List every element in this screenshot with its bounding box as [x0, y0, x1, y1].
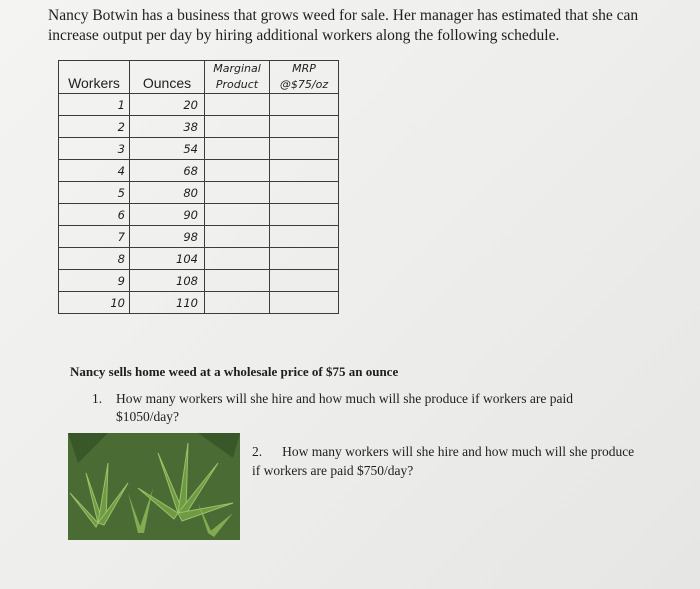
mrp-cell [270, 292, 339, 314]
mrp-cell [270, 138, 339, 160]
marginal-product-cell [205, 94, 270, 116]
ounces-cell: 110 [130, 292, 205, 314]
header-mrp [270, 61, 339, 94]
workers-cell: 1 [59, 94, 130, 116]
marginal-product-cell [205, 226, 270, 248]
mrp-cell [270, 182, 339, 204]
marginal-product-cell [205, 160, 270, 182]
mrp-cell [270, 160, 339, 182]
ounces-cell: 20 [130, 94, 205, 116]
workers-cell: 2 [59, 116, 130, 138]
ounces-cell: 98 [130, 226, 205, 248]
header-mrp-line1: MRP [292, 62, 316, 75]
table-row [59, 204, 339, 226]
marginal-product-cell [205, 182, 270, 204]
table-row [59, 270, 339, 292]
workers-cell: 7 [59, 226, 130, 248]
ounces-cell: 90 [130, 204, 205, 226]
mrp-cell [270, 270, 339, 292]
marginal-product-cell [205, 138, 270, 160]
workers-cell: 9 [59, 270, 130, 292]
ounces-cell: 108 [130, 270, 205, 292]
header-marginal-product [205, 61, 270, 94]
header-marginal-line2: Product [215, 78, 259, 91]
table-row [59, 248, 339, 270]
marginal-product-cell [205, 270, 270, 292]
workers-cell: 3 [59, 138, 130, 160]
header-marginal-line1: Marginal [213, 62, 261, 75]
workers-cell: 8 [59, 248, 130, 270]
question-2 [252, 442, 642, 480]
ounces-cell: 104 [130, 248, 205, 270]
question-1-number: 1. [92, 391, 103, 406]
table-row [59, 226, 339, 248]
workers-cell: 10 [59, 292, 130, 314]
header-ounces: Ounces [130, 61, 205, 94]
mrp-cell [270, 94, 339, 116]
question-2-number: 2. [252, 444, 263, 459]
workers-cell: 6 [59, 204, 130, 226]
table-row [59, 138, 339, 160]
ounces-cell: 68 [130, 160, 205, 182]
table-row [59, 94, 339, 116]
table-row [59, 160, 339, 182]
mrp-cell [270, 204, 339, 226]
ounces-cell: 38 [130, 116, 205, 138]
marginal-product-cell [205, 116, 270, 138]
mrp-cell [270, 116, 339, 138]
intro-paragraph: Nancy Botwin has a business that grows weed for sale. Her manager has estimated that she can increase output per day by hiring additional workers along the following schedule. [48, 7, 639, 44]
table-row [59, 116, 339, 138]
cannabis-leaves-photo [68, 433, 240, 540]
question-2-text: How many workers will she hire and how much will she produce if workers are paid $750/day? [252, 444, 635, 478]
workers-cell: 4 [59, 160, 130, 182]
ounces-cell: 80 [130, 182, 205, 204]
header-workers: Workers [59, 61, 130, 94]
mrp-cell [270, 248, 339, 270]
header-mrp-line2: @$75/oz [279, 78, 329, 91]
marginal-product-cell [205, 292, 270, 314]
workers-cell: 5 [59, 182, 130, 204]
marginal-product-cell [205, 248, 270, 270]
question-1-text: How many workers will she hire and how much will she produce if workers are paid $1050/day? [116, 391, 574, 424]
price-statement: Nancy sells home weed at a wholesale price of $75 an ounce [70, 364, 399, 379]
marginal-product-cell [205, 204, 270, 226]
table-row [59, 292, 339, 314]
production-schedule-table [58, 60, 339, 314]
ounces-cell: 54 [130, 138, 205, 160]
mrp-cell [270, 226, 339, 248]
question-1 [92, 390, 632, 426]
table-row [59, 182, 339, 204]
